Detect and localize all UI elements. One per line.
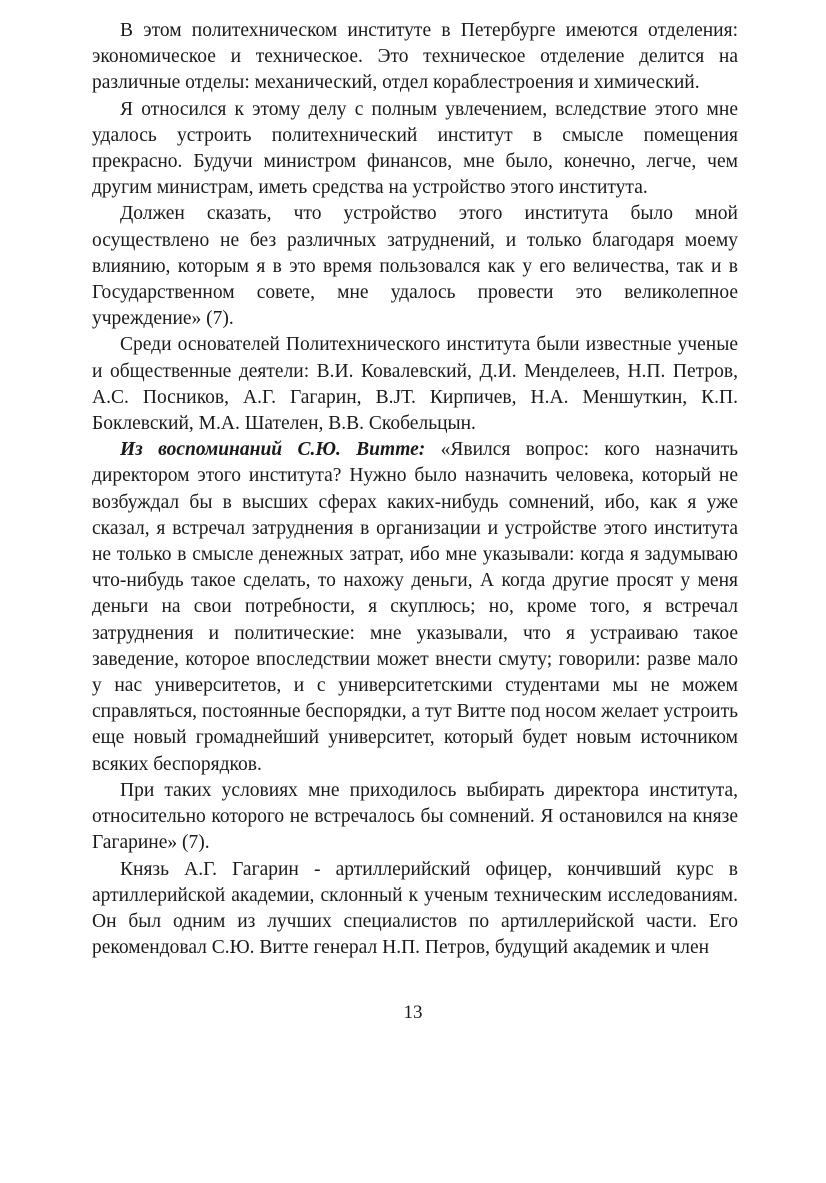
document-body bbox=[92, 18, 738, 961]
paragraph-text: Должен сказать, что устройство этого института было мной осуществлено не без различных затруднений, и только благодаря моему влиянию, которым я в это время пользовался как у его величества, так и в Государственном совете, мне удалось провести это великолепное учреждение» (7). bbox=[92, 203, 738, 330]
page-number: 13 bbox=[403, 1002, 423, 1023]
paragraph-institute-departments bbox=[92, 18, 738, 97]
paragraph-witte-memoir bbox=[92, 437, 738, 778]
paragraph-text: Князь А.Г. Гагарин - артиллерийский офицер, кончивший курс в артиллерийской академии, склонный к ученым техническим исследованиям. Он был одним из лучших специалистов по артиллерийской части. Его рекомендовал С.Ю. Витте генерал Н.П. Петров, будущий академик и член bbox=[92, 858, 738, 959]
paragraph-difficulties bbox=[92, 201, 738, 332]
paragraph-lead: Из воспоминаний С.Ю. Витте: bbox=[120, 439, 426, 461]
paragraph-text: «Явился вопрос: кого назначить директором этого института? Нужно было назначить человека, который не возбуждал бы в высших сферах каких-нибудь сомнений, ибо, как я уже сказал, я встречал затруднения в организации и устройстве этого института не только в смысле денежных затрат, ибо мне указывали: когда я задумываю что-нибудь такое сделать, то нахожу деньги, А когда другие просят у меня деньги на свои потребности, я скуплюсь; но, кроме того, я встречал затруднения и политические: мне указывали, что я устраиваю такое заведение, которое впоследствии может внести смуту; говорили: разве мало у нас университетов, и с университетскими студентами мы не можем справляться, постоянные беспорядки, а тут Витте под носом желает устроить еще новый громаднейший университет, который будет новым источником всяких беспорядков. bbox=[92, 439, 738, 775]
paragraph-founders bbox=[92, 332, 738, 437]
paragraph-gagarin bbox=[92, 857, 738, 962]
paragraph-enthusiasm bbox=[92, 97, 738, 202]
paragraph-text: При таких условиях мне приходилось выбирать директора института, относительно которого не встречалось бы сомнений. Я остановился на князе Гагарине» (7). bbox=[92, 779, 738, 854]
paragraph-text: В этом политехническом институте в Петербурге имеются отделения: экономическое и техническое. Это техническое отделение делится на различные отделы: механический, отдел кораблестроения и химический. bbox=[92, 20, 738, 94]
paragraph-director-choice bbox=[92, 778, 738, 857]
paragraph-text: Среди основателей Политехнического института были известные ученые и общественные деятели: В.И. Ковалевский, Д.И. Менделеев, Н.П. Петров, А.С. Посников, А.Г. Гагарин, В.JТ. Кирпичев, Н.А. Меншуткин, К.П. Боклевский, М.А. Шателен, В.В. Скобельцын. bbox=[92, 334, 738, 435]
paragraph-text: Я относился к этому делу с полным увлечением, вследствие этого мне удалось устроить политехнический институт в смысле помещения прекрасно. Будучи министром финансов, мне было, конечно, легче, чем другим министрам, иметь средства на устройство этого института. bbox=[92, 98, 738, 199]
